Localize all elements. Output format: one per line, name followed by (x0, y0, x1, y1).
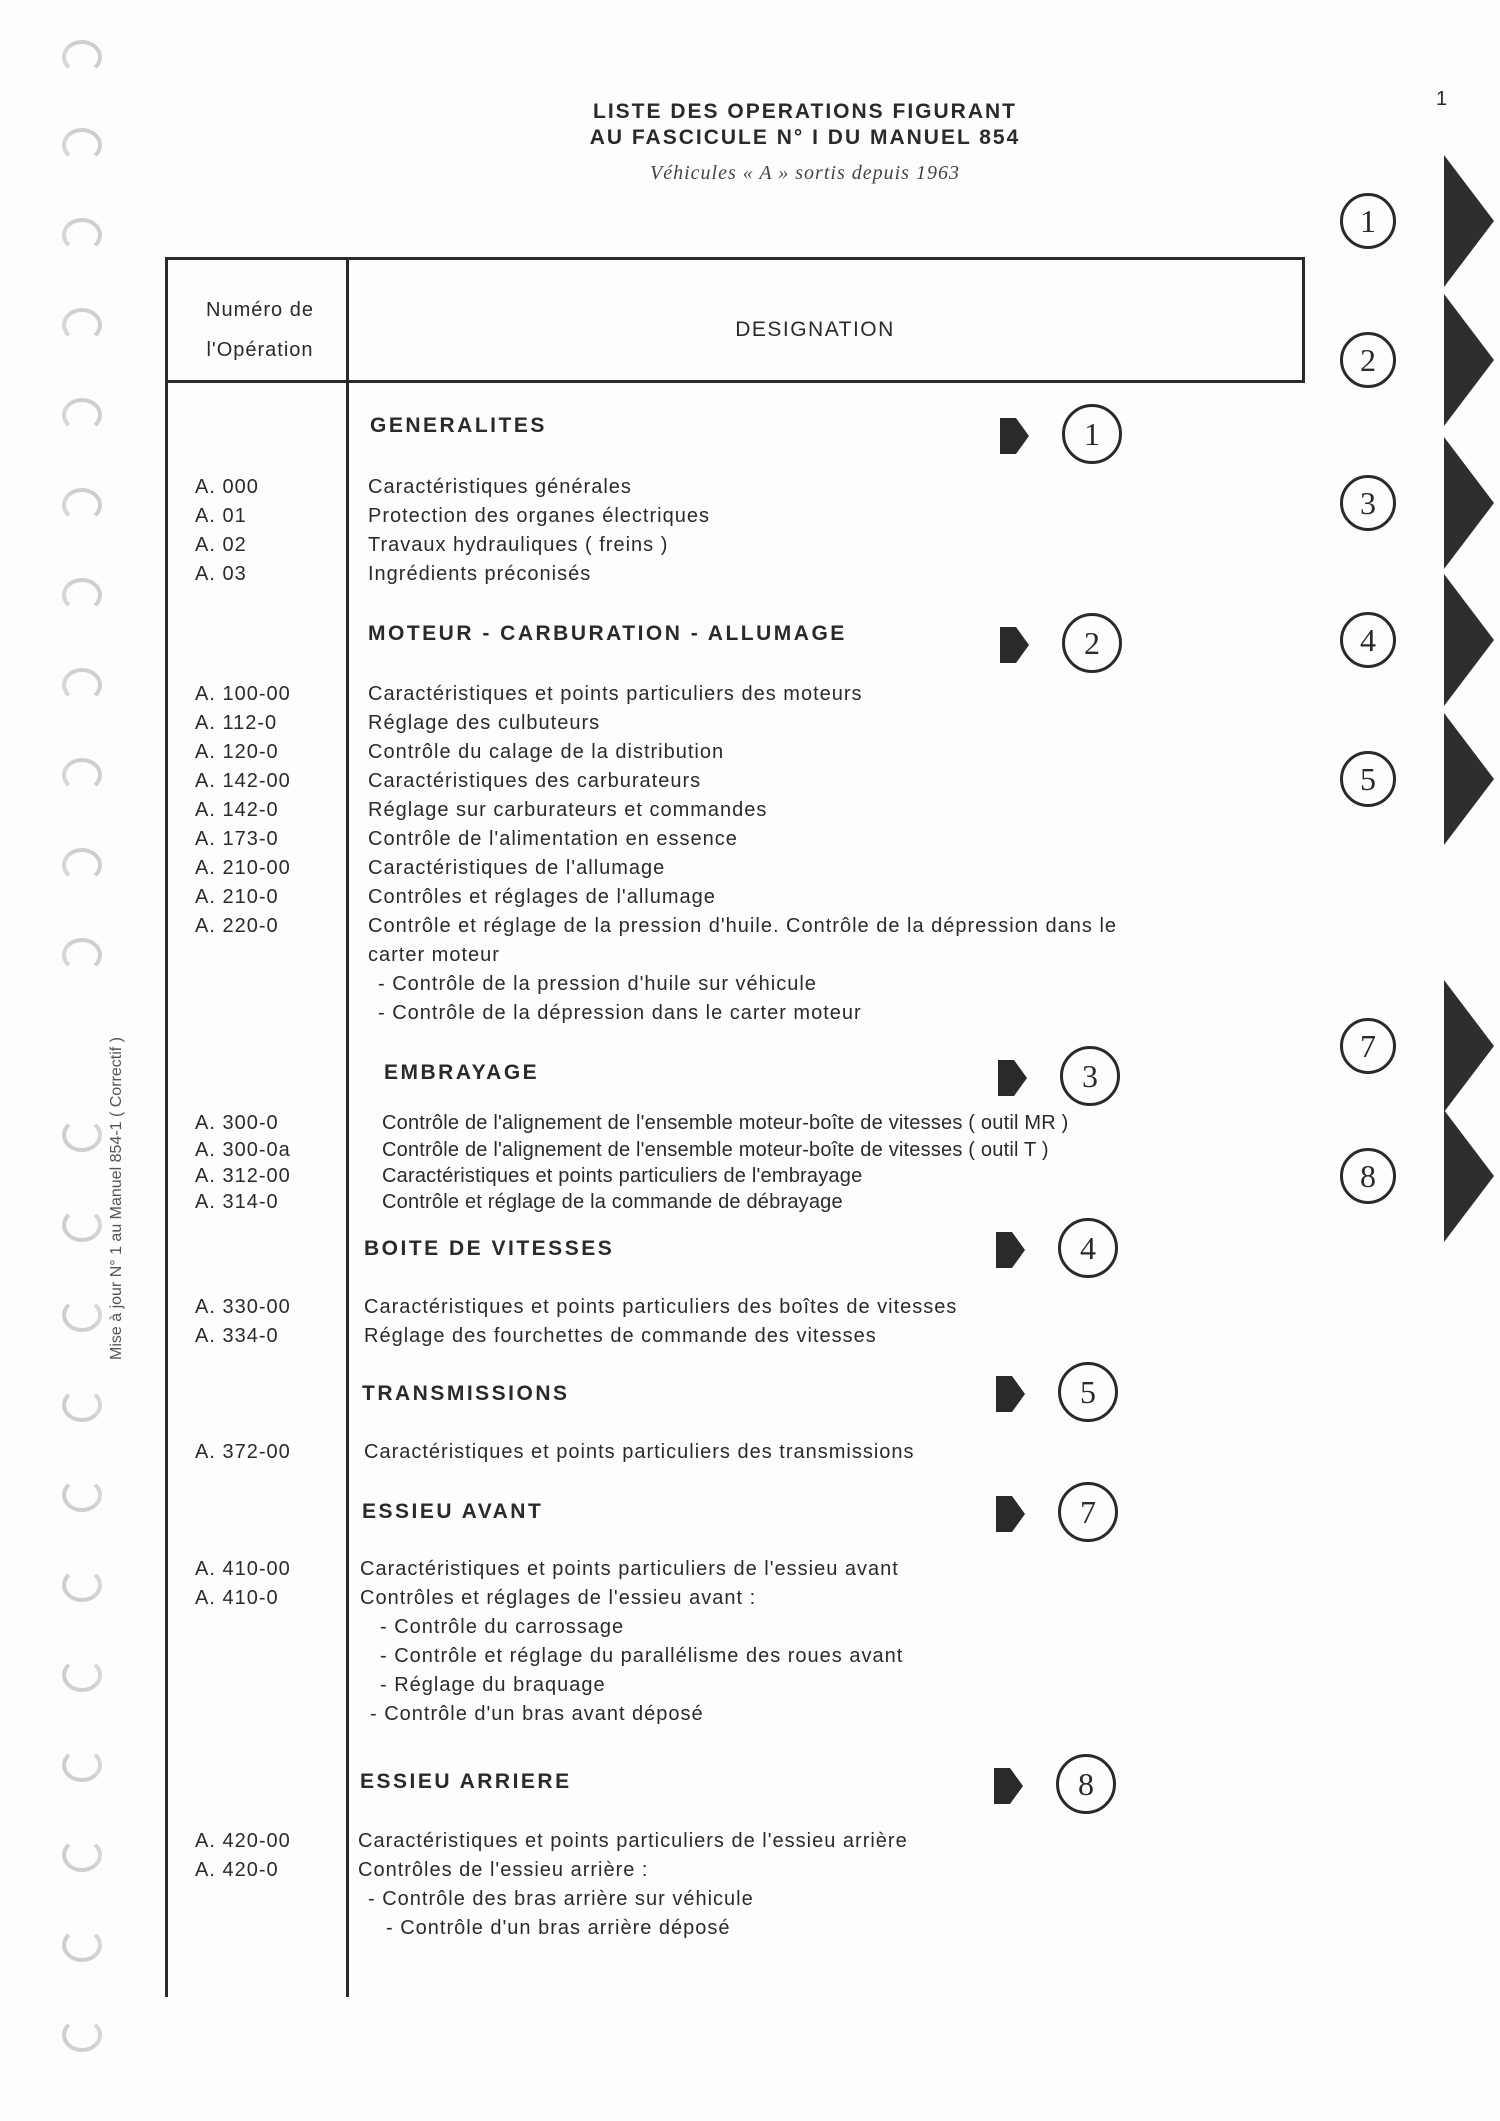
binder-hole (62, 578, 102, 612)
binder-hole (62, 1478, 102, 1512)
tab-number: 8 (1340, 1148, 1396, 1204)
tab-number: 3 (1340, 475, 1396, 531)
binder-hole (62, 2018, 102, 2052)
page-title-line2: AU FASCICULE N° I DU MANUEL 854 (589, 126, 1021, 149)
table-header-rule (165, 380, 1305, 383)
tab-arrow-icon (1444, 574, 1494, 706)
binder-hole (62, 398, 102, 432)
table-left-rule (165, 257, 168, 1997)
operation-designation: Réglage sur carburateurs et commandes (368, 799, 768, 821)
operation-code: A. 220-0 (195, 915, 279, 937)
tab-arrow-icon (1444, 980, 1494, 1112)
operation-designation: Réglage des fourchettes de commande des vitesses (364, 1325, 877, 1347)
pointer-icon (1000, 627, 1016, 663)
tab-number: 1 (1340, 193, 1396, 249)
binder-hole (62, 308, 102, 342)
pointer-icon (998, 1060, 1014, 1096)
page-number: 1 (1436, 88, 1448, 110)
operation-designation: Caractéristiques générales (368, 476, 632, 498)
operation-designation: Contrôles de l'essieu arrière : (358, 1859, 649, 1881)
operation-code: A. 410-00 (195, 1558, 291, 1580)
binder-hole (62, 1838, 102, 1872)
operation-code: A. 112-0 (195, 712, 278, 734)
operation-code: A. 210-00 (195, 857, 291, 879)
operation-designation: - Contrôle du carrossage (380, 1616, 625, 1638)
operation-code: A. 03 (195, 563, 247, 585)
binder-hole (62, 668, 102, 702)
tab-arrow-icon (1444, 437, 1494, 569)
binder-hole (62, 848, 102, 882)
header-number-line2: l'Opération (206, 339, 314, 361)
operation-code: A. 300-0a (195, 1139, 291, 1161)
section-title-boite-vitesses: BOITE DE VITESSES (364, 1237, 615, 1260)
operation-code: A. 210-0 (195, 886, 279, 908)
operation-designation: carter moteur (368, 944, 500, 966)
tab-arrow-icon (1444, 155, 1494, 287)
operation-designation: Caractéristiques des carburateurs (368, 770, 702, 792)
binder-hole (62, 938, 102, 972)
pointer-icon (1000, 418, 1016, 454)
tab-arrow-icon (1444, 713, 1494, 845)
binder-hole (62, 1928, 102, 1962)
operation-code: A. 334-0 (195, 1325, 279, 1347)
binder-hole (62, 1748, 102, 1782)
operation-designation: Caractéristiques et points particuliers de l'embrayage (382, 1165, 863, 1187)
operation-designation: - Contrôle des bras arrière sur véhicule (368, 1888, 754, 1910)
binder-hole (62, 1118, 102, 1152)
operation-code: A. 300-0 (195, 1112, 279, 1134)
section-number: 7 (1058, 1482, 1118, 1542)
operation-code: A. 02 (195, 534, 247, 556)
operation-code: A. 000 (195, 476, 259, 498)
operation-designation: Contrôle et réglage de la pression d'huile. Contrôle de la dépression dans le (368, 915, 1118, 937)
operation-code: A. 312-00 (195, 1165, 291, 1187)
operation-designation: - Contrôle de la dépression dans le carter moteur (378, 1002, 862, 1024)
section-title-generalites: GENERALITES (370, 414, 547, 437)
operation-designation: Caractéristiques et points particuliers des transmissions (364, 1441, 915, 1463)
binder-hole (62, 40, 102, 74)
operation-designation: - Réglage du braquage (380, 1674, 606, 1696)
operation-designation: Caractéristiques et points particuliers de l'essieu avant (360, 1558, 899, 1580)
operation-code: A. 330-00 (195, 1296, 291, 1318)
tab-arrow-icon (1444, 294, 1494, 426)
operation-code: A. 100-00 (195, 683, 291, 705)
operation-designation: Contrôle de l'alimentation en essence (368, 828, 738, 850)
operation-designation: - Contrôle de la pression d'huile sur véhicule (378, 973, 817, 995)
header-operation-number (180, 290, 340, 370)
binder-hole (62, 1298, 102, 1332)
table-column-rule (346, 257, 349, 1997)
page-title-line1: LISTE DES OPERATIONS FIGURANT (593, 100, 1017, 123)
header-designation: DESIGNATION (735, 318, 895, 341)
operation-designation: Contrôles et réglages de l'allumage (368, 886, 716, 908)
tab-number: 7 (1340, 1018, 1396, 1074)
pointer-icon (996, 1496, 1012, 1532)
section-title-moteur: MOTEUR - CARBURATION - ALLUMAGE (368, 622, 847, 645)
section-number: 3 (1060, 1046, 1120, 1106)
section-title-embrayage: EMBRAYAGE (384, 1061, 540, 1084)
operation-designation: Caractéristiques et points particuliers des boîtes de vitesses (364, 1296, 958, 1318)
operation-designation: Caractéristiques de l'allumage (368, 857, 666, 879)
operation-designation: Contrôles et réglages de l'essieu avant : (360, 1587, 757, 1609)
pointer-icon (996, 1232, 1012, 1268)
operation-code: A. 372-00 (195, 1441, 291, 1463)
section-title-essieu-arriere: ESSIEU ARRIERE (360, 1770, 572, 1793)
operation-code: A. 173-0 (195, 828, 279, 850)
pointer-icon (994, 1768, 1010, 1804)
operation-designation: Ingrédients préconisés (368, 563, 592, 585)
operation-code: A. 410-0 (195, 1587, 279, 1609)
table-top-rule (165, 257, 1305, 260)
operation-designation: Contrôle de l'alignement de l'ensemble moteur-boîte de vitesses ( outil T ) (382, 1139, 1049, 1161)
section-number: 5 (1058, 1362, 1118, 1422)
operation-code: A. 142-00 (195, 770, 291, 792)
operation-code: A. 314-0 (195, 1191, 279, 1213)
tab-number: 2 (1340, 332, 1396, 388)
table-right-rule (1302, 257, 1305, 382)
section-title-transmissions: TRANSMISSIONS (362, 1382, 570, 1405)
operation-designation: - Contrôle d'un bras arrière déposé (386, 1917, 731, 1939)
operation-designation: Contrôle et réglage de la commande de débrayage (382, 1191, 843, 1213)
binder-hole (62, 1568, 102, 1602)
section-number: 4 (1058, 1218, 1118, 1278)
binder-hole (62, 1388, 102, 1422)
operation-code: A. 420-0 (195, 1859, 279, 1881)
operation-code: A. 120-0 (195, 741, 279, 763)
section-number: 1 (1062, 404, 1122, 464)
section-number: 8 (1056, 1754, 1116, 1814)
binder-hole (62, 218, 102, 252)
operation-code: A. 420-00 (195, 1830, 291, 1852)
binder-hole (62, 1208, 102, 1242)
tab-number: 4 (1340, 612, 1396, 668)
pointer-icon (996, 1376, 1012, 1412)
update-note: Mise à jour N° 1 au Manuel 854-1 ( Correctif ) (108, 1037, 125, 1360)
section-number: 2 (1062, 613, 1122, 673)
operation-designation: Protection des organes électriques (368, 505, 710, 527)
operation-designation: Caractéristiques et points particuliers des moteurs (368, 683, 863, 705)
page-subtitle: Véhicules « A » sortis depuis 1963 (650, 162, 960, 184)
binder-hole (62, 758, 102, 792)
operation-designation: Réglage des culbuteurs (368, 712, 601, 734)
operation-code: A. 142-0 (195, 799, 279, 821)
binder-hole (62, 128, 102, 162)
operation-designation: Caractéristiques et points particuliers de l'essieu arrière (358, 1830, 908, 1852)
section-title-essieu-avant: ESSIEU AVANT (362, 1500, 544, 1523)
binder-hole (62, 488, 102, 522)
operation-designation: - Contrôle et réglage du parallélisme des roues avant (380, 1645, 904, 1667)
operation-code: A. 01 (195, 505, 247, 527)
operation-designation: Contrôle de l'alignement de l'ensemble moteur-boîte de vitesses ( outil MR ) (382, 1112, 1069, 1134)
header-number-line1: Numéro de (206, 299, 314, 321)
tab-arrow-icon (1444, 1110, 1494, 1242)
operation-designation: Travaux hydrauliques ( freins ) (368, 534, 669, 556)
tab-number: 5 (1340, 751, 1396, 807)
operation-designation: - Contrôle d'un bras avant déposé (370, 1703, 704, 1725)
binder-hole (62, 1658, 102, 1692)
operation-designation: Contrôle du calage de la distribution (368, 741, 725, 763)
